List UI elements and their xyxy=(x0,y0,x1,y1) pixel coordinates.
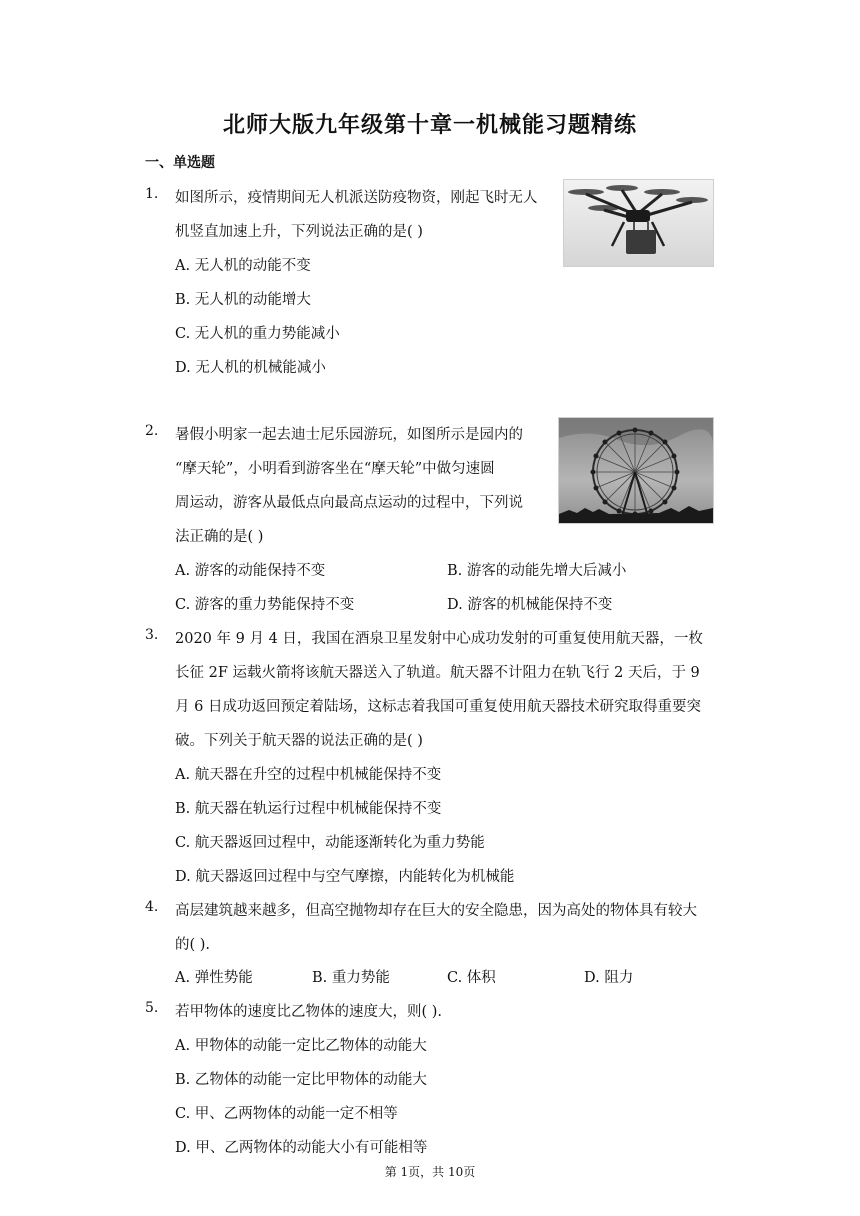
question-text-line: 月 6 日成功返回预定着陆场，这标志着我国可重复使用航天器技术研究取得重要突 xyxy=(175,699,701,715)
option-a: A. 游客的动能保持不变 xyxy=(175,563,326,579)
question-text-line: 机竖直加速上升，下列说法正确的是( ) xyxy=(175,224,423,240)
option-b: B. 重力势能 xyxy=(312,970,390,986)
option-c: C. 体积 xyxy=(447,970,496,986)
question-text-line: 的( ). xyxy=(175,937,211,953)
question-number: 2. xyxy=(145,423,159,439)
question-text-line: 长征 2F 运载火箭将该航天器送入了轨道。航天器不计阻力在轨飞行 2 天后，于 9 xyxy=(175,665,700,681)
option-b: B. 无人机的动能增大 xyxy=(175,292,311,308)
question-number: 4. xyxy=(145,899,159,915)
option-b: B. 游客的动能先增大后减小 xyxy=(447,563,627,579)
option-c: C. 甲、乙两物体的动能一定不相等 xyxy=(175,1106,398,1122)
option-b: B. 航天器在轨运行过程中机械能保持不变 xyxy=(175,801,442,817)
page-footer: 第 1页，共 10页 xyxy=(384,1165,476,1179)
question-text-line: 法正确的是( ) xyxy=(175,529,264,545)
option-a: A. 弹性势能 xyxy=(175,970,253,986)
ferris-wheel-illustration xyxy=(559,418,713,523)
question-text-line: “摩天轮”，小明看到游客坐在“摩天轮”中做匀速圆 xyxy=(175,461,495,477)
option-a: A. 航天器在升空的过程中机械能保持不变 xyxy=(175,767,442,783)
option-d: D. 阻力 xyxy=(584,970,634,986)
option-c: C. 航天器返回过程中，动能逐渐转化为重力势能 xyxy=(175,835,485,851)
ferris-wheel-image xyxy=(558,417,714,524)
section-heading: 一、单选题 xyxy=(145,155,215,171)
question-text-line: 若甲物体的速度比乙物体的速度大，则( ). xyxy=(175,1004,443,1020)
question-text-line: 如图所示，疫情期间无人机派送防疫物资，刚起飞时无人 xyxy=(175,190,538,206)
drone-image xyxy=(563,179,714,267)
question-text-line: 破。下列关于航天器的说法正确的是( ) xyxy=(175,733,423,749)
question-text-line: 2020 年 9 月 4 日，我国在酒泉卫星发射中心成功发射的可重复使用航天器，一枚 xyxy=(175,631,703,647)
question-number: 3. xyxy=(145,627,159,643)
option-c: C. 游客的重力势能保持不变 xyxy=(175,597,355,613)
option-c: C. 无人机的重力势能减小 xyxy=(175,326,340,342)
option-d: D. 游客的机械能保持不变 xyxy=(447,597,613,613)
question-number: 5. xyxy=(145,1000,159,1016)
page-title: 北师大版九年级第十章一机械能习题精练 xyxy=(222,112,637,138)
drone-illustration xyxy=(564,180,713,266)
option-d: D. 无人机的机械能减小 xyxy=(175,360,326,376)
option-d: D. 甲、乙两物体的动能大小有可能相等 xyxy=(175,1140,428,1156)
question-number: 1. xyxy=(145,186,159,202)
question-text-line: 周运动，游客从最低点向最高点运动的过程中，下列说 xyxy=(175,495,523,511)
option-a: A. 无人机的动能不变 xyxy=(175,258,311,274)
question-text-line: 暑假小明家一起去迪士尼乐园游玩，如图所示是园内的 xyxy=(175,427,523,443)
option-d: D. 航天器返回过程中与空气摩擦，内能转化为机械能 xyxy=(175,869,515,885)
option-a: A. 甲物体的动能一定比乙物体的动能大 xyxy=(175,1038,427,1054)
question-text-line: 高层建筑越来越多，但高空抛物却存在巨大的安全隐患，因为高处的物体具有较大 xyxy=(175,903,697,919)
option-b: B. 乙物体的动能一定比甲物体的动能大 xyxy=(175,1072,427,1088)
